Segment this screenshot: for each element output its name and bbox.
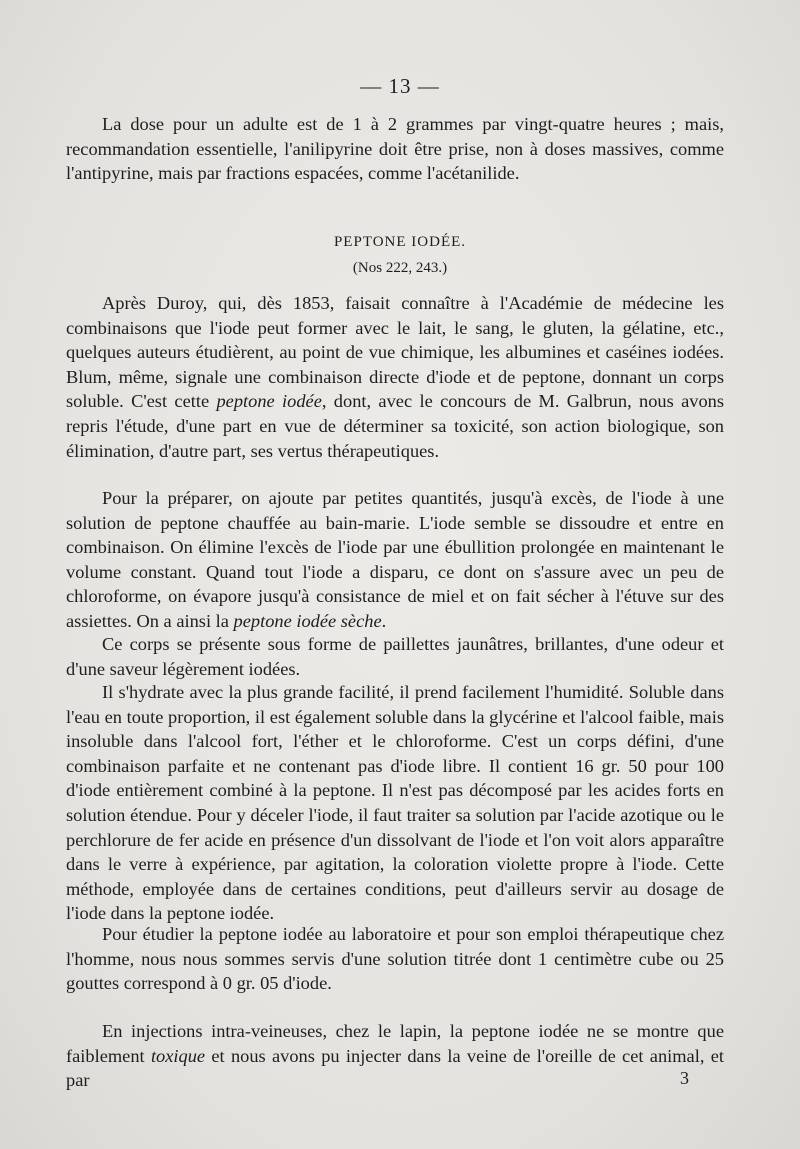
paragraph-appearance [66, 632, 724, 681]
paragraph-text: La dose pour un adulte est de 1 à 2 grammes par vingt-quatre heures ; mais, recommandation essentielle, l'anilipyrine doit être prise, non à doses massives, comme l'antipyrine, mais par fractions espacées, comme l'acétanilide. [66, 114, 724, 184]
section-references: (Nos 222, 243.) [352, 260, 448, 276]
paragraph-history [66, 291, 724, 463]
text-run: . [381, 610, 387, 631]
paragraph-text: Ce corps se présente sous forme de paillettes jaunâtres, brillantes, d'une odeur et d'une saveur légèrement iodées. [66, 634, 724, 679]
paragraph-text [66, 291, 724, 463]
section-title: PEPTONE IODÉE. [333, 234, 467, 250]
signature-mark: 3 [680, 1068, 689, 1088]
text-run: Pour la préparer, on ajoute par petites quantités, jusqu'à excès, de l'iode à une solution de peptone chauffée au bain-marie. L'iode semble se dissoudre et entre en combinaison. On élimine l'excès de l'iode par une ébullition prolongée en maintenant le volume constant. Quand tout l'iode a disparu, ce dont on s'assure avec un peu de chloroforme, on évapore jusqu'à consistance de miel et on fait sécher à l'étuve sur des assiettes. On a ainsi la [66, 488, 724, 631]
italic-term: peptone iodée [216, 391, 322, 412]
page-number: — 13 — [360, 74, 440, 98]
paragraph-injections [66, 1019, 724, 1093]
paragraph-properties [66, 680, 724, 926]
text-run: et nous avons pu injecter dans la veine de l'oreille de cet animal, et par [66, 1045, 724, 1091]
text-run: En injections intra-veineuses, chez le lapin, la peptone iodée ne se montre que faiblement [66, 1021, 724, 1066]
paragraph-text: Il s'hydrate avec la plus grande facilité, il prend facilement l'humidité. Soluble dans l'eau en toute proportion, il est également soluble dans la glycérine et l'alcool faible, mais insoluble dans l'alcool fort, l'éther et le chloroforme. C'est un corps défini, d'une combinaison parfaite et ne contenant pas d'iode libre. Il contient 16 gr. 50 pour 100 d'iode entièrement combiné à la peptone. Il n'est pas décomposé par les acides forts en solution étendue. Pour y déceler l'iode, il faut traiter sa solution par l'acide azotique ou le perchlorure de fer acide en présence d'un dissolvant de l'iode et l'on voit alors apparaître dans le verre à expérience, par agitation, la coloration violette propre à l'iode. Cette méthode, employée dans de certaines conditions, peut d'ailleurs servir au dosage de l'iode dans la peptone iodée. [66, 682, 724, 924]
paragraph-dose [66, 112, 724, 186]
text-run: , dont, avec le concours de M. Galbrun, nous avons repris l'étude, d'une part en vue de déterminer sa toxicité, son action biologique, son élimination, d'autre part, ses vertus thérapeutiques. [66, 391, 724, 461]
paragraph-preparation [66, 486, 724, 634]
paragraph-text [66, 486, 724, 634]
italic-term: peptone iodée sèche [233, 610, 382, 631]
paragraph-text: Pour étudier la peptone iodée au laboratoire et pour son emploi thérapeutique chez l'homme, nous nous sommes servis d'une solution titrée dont 1 centimètre cube ou 25 gouttes correspond à 0 gr. 05 d'iode. [66, 924, 724, 994]
text-run: Après Duroy, qui, dès 1853, faisait connaître à l'Académie de médecine les combinaisons que l'iode peut former avec le lait, le sang, le gluten, la gélatine, etc., quelques auteurs étudièrent, au point de vue chimique, les albumines et caséines iodées. Blum, même, signale une combinaison directe d'iode et de peptone, donnant un corps soluble. C'est cette [66, 293, 724, 412]
italic-term: toxique [150, 1045, 206, 1066]
paragraph-solution [66, 922, 724, 996]
paragraph-text [66, 1019, 724, 1093]
